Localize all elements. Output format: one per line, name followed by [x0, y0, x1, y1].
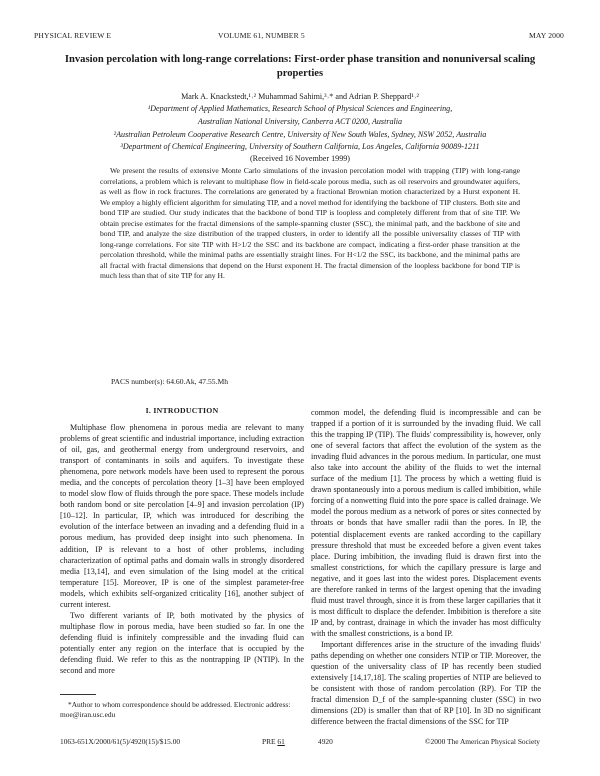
- footnote: *Author to whom correspondence should be addressed. Electronic address: moe@iran.usc.edu: [60, 700, 291, 719]
- abstract: We present the results of extensive Monte Carlo simulations of the invasion percolation model with trapping (TIP) with long-range correlations, a problem which is relevant to multiphase flow in field-scale porous media, such as oil reservoirs and groundwater aquifers, as well as flow in rock fractures. The correlations are generated by a fractional Brownian motion characterized by a Hurst exponent H. We employ a highly efficient algorithm for simulating TIP, and a novel method for identifying the backbone of TIP clusters. Both site and bond TIP are studied. Our study indicates that the backbone of bond TIP is loopless and completely different from that of site TIP. We obtain precise estimates for the fractal dimensions of the sample-spanning cluster (SSC), the minimal path, and the backbone of site and bond TIP, and analyze the size distribution of the trapped clusters, in order to identify all the possible universality classes of TIP with long-range correlations. For site TIP with H>1/2 the SSC and its backbone are compact, indicating a first-order phase transition at the percolation threshold, while the minimal paths are essentially straight lines. For H<1/2 the SSC, its backbone, and the minimal paths are all fractal with fractal dimensions that depend on the Hurst exponent H. The fractal dimension of the loopless backbone for bond TIP is much less than that of site TIP for any H.: [100, 166, 520, 280]
- section-heading: I. INTRODUCTION: [145, 406, 219, 415]
- volume-number: VOLUME 61, NUMBER 5: [218, 31, 305, 40]
- affiliation-1b: Australian National University, Canberra ACT 0200, Australia: [197, 117, 403, 126]
- issue-date: MAY 2000: [528, 31, 564, 40]
- intro-paragraph-3: common model, the defending fluid is incompressible and can be trapped if a portion of it is surrounded by the invading fluid. We call this the trapping IP (TIP). The fluids' compressibility is, however, only one of several factors that affect the evolution of the system as the invading fluid advances in the porous medium. In particular, one must also take into account the ability of the fluids to wet the internal surface of the medium [1]. The process by which a wetting fluid is drawn spontaneously into a porous medium is called imbibition, while forcing of a nonwetting fluid into the pore space is called drainage. We model the porous medium as a network of pores or sites connected by throats or bonds that have smaller radii than the pores. In IP, the potential displacement events are ranked according to the capillary pressure threshold that must be exceeded before a given event takes place. During imbibition, the invading fluid is drawn first into the smallest constrictions, for which the capillary pressure is large and negative, and it goes last into the widest pores. Displacement events are therefore ranked in terms of the largest opening that the invading fluid must travel through, since it is from these larger capillaries that it is most difficult to displace the defender. Imbibition is therefore a site IP and, by contrast, drainage in which the invader has most difficulty with the smallest constrictions, is a bond IP.: [311, 408, 541, 638]
- intro-paragraph-4: Important differences arise in the structure of the invading fluids' paths depending on whether one considers NTIP or TIP. Moreover, the question of the universality class of IP has recently been studied extensively [14,17,18]. The scaling properties of NTIP are believed to be consistent with those of random percolation (RP). For TIP the fractal dimension D_f of the sample-spanning cluster (SSC) in two dimensions (2D) is smaller than that of RP [10]. In 3D no significant difference between the fractal dimensions of the SSC for TIP: [311, 639, 541, 727]
- journal-abbrev: [262, 737, 285, 746]
- intro-paragraph-2: Two different variants of IP, both motivated by the physics of multiphase flow in porous media, have been studied so far. In one the defending fluid is infinitely compressible and the invading fluid can potentially enter any region on the interface that is occupied by the defending fluid. We refer to this as the nontrapping IP (NTIP). In the second and more: [60, 610, 304, 676]
- intro-paragraph-1: Multiphase flow phenomena in porous media are relevant to many problems of great scientific and industrial importance, including extraction of oil, gas, and geothermal energy from underground reservoirs, and transport of contaminants in soils and aquifers. To investigate these phenomena, pore network models have been used to represent the porous media, and the concepts of percolation theory [1–3] have been employed to model slow flow of fluids through the pore space. These models include both random bond or site percolation [4–9] and invasion percolation (IP) [10–12]. In particular, IP, which was introduced for describing the evolution of the interface between an invading and a defending fluid in a porous medium, has provided deep insight into such phenomena. In addition, IP is relevant to a host of other problems, including characterization of optimal paths and domain walls in strongly disordered media [13,14], and even simulation of the Ising model at the critical temperature [15]. Moreover, IP is one of the simplest parameter-free models, which exhibits self-organized criticality [16], another subject of current interest.: [60, 423, 304, 609]
- page-number: 4920: [318, 737, 333, 746]
- received-date: (Received 16 November 1999): [249, 154, 350, 163]
- copyright: ©2000 The American Physical Society: [424, 737, 540, 746]
- pacs-numbers: PACS number(s): 64.60.Ak, 47.55.Mh: [111, 377, 229, 386]
- affiliation-1: ¹Department of Applied Mathematics, Research School of Physical Sciences and Engineering,: [147, 104, 453, 113]
- pre-label: PRE: [262, 737, 276, 746]
- affiliation-2: ²Australian Petroleum Cooperative Research Centre, University of New South Wales, Sydney, NSW 2052, Australia: [113, 130, 487, 139]
- journal-name: PHYSICAL REVIEW E: [34, 31, 112, 40]
- affiliation-3: ³Department of Chemical Engineering, University of Southern California, Los Angeles, California 90089-1211: [120, 142, 480, 151]
- author-list: Mark A. Knackstedt,¹˒² Muhammad Sahimi,³˒* and Adrian P. Sheppard¹˒²: [181, 92, 419, 101]
- paper-title: Invasion percolation with long-range correlations: First-order phase transition and nonuniversal scaling properties: [64, 54, 536, 79]
- right-column: [311, 407, 541, 727]
- pre-volume: 61: [277, 737, 285, 746]
- footnote-rule: [60, 694, 96, 695]
- article-code: 1063-651X/2000/61(5)/4920(15)/$15.00: [60, 737, 181, 746]
- left-column: [60, 422, 304, 676]
